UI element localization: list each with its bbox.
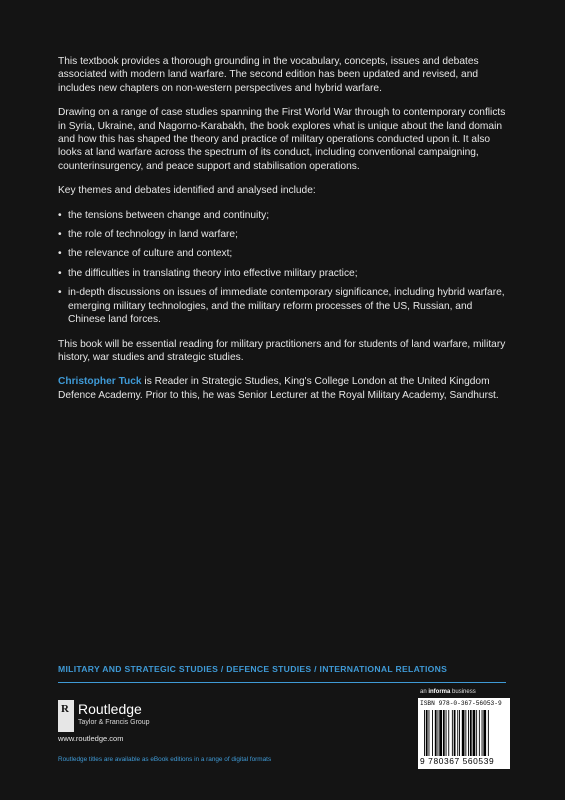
list-item: • in-depth discussions on issues of immediate contemporary significance, including hybrid warfare, emerging military technologies, and the military reform processes of the US, Russian, and Chinese land forces. xyxy=(58,287,505,326)
author-bio xyxy=(58,375,506,402)
barcode-bar xyxy=(473,710,476,756)
barcode-bar xyxy=(479,710,480,756)
barcode-bar xyxy=(435,710,437,756)
barcode-bar xyxy=(448,710,449,756)
barcode-bar xyxy=(454,710,456,756)
barcode-bar xyxy=(438,710,439,756)
barcode-bar xyxy=(424,710,425,756)
informa-business: an informa business xyxy=(420,689,476,695)
bullet-icon: • xyxy=(58,287,62,299)
barcode-bar xyxy=(476,710,477,756)
intro-paragraph: This textbook provides a thorough grounding in the vocabulary, concepts, issues and debates associated with modern land warfare. The second edition has been updated and revised, and includes new chapters on non-western perspectives and hybrid warfare. xyxy=(58,56,479,94)
isbn-label: ISBN 978-0-367-56053-9 xyxy=(420,700,502,707)
subject-categories: MILITARY AND STRATEGIC STUDIES / DEFENCE STUDIES / INTERNATIONAL RELATIONS xyxy=(58,664,448,674)
list-item: • the difficulties in translating theory into effective military practice; xyxy=(58,267,358,279)
barcode-bar xyxy=(446,710,447,756)
ebook-note: Routledge titles are available as eBook editions in a range of digital formats xyxy=(58,756,272,763)
barcode-bar xyxy=(439,710,442,756)
list-item: • the tensions between change and continuity; xyxy=(58,209,270,221)
barcode-bar xyxy=(482,710,483,756)
bullet-icon: • xyxy=(58,267,62,279)
barcode-bars-icon xyxy=(424,710,506,756)
barcode-bar xyxy=(426,710,428,756)
barcode-number: 9 780367 560539 xyxy=(420,756,495,766)
list-item: • the relevance of culture and context; xyxy=(58,248,233,260)
readership-paragraph: This book will be essential reading for military practitioners and for students of land warfare, military history, war studies and strategic studies. xyxy=(58,338,506,363)
barcode-bar xyxy=(468,710,469,756)
themes-intro: Key themes and debates identified and analysed include: xyxy=(58,185,316,197)
barcode-bar xyxy=(457,710,458,756)
barcode-bar xyxy=(429,710,430,756)
barcode-bar xyxy=(432,710,433,756)
author-name: Christopher Tuck xyxy=(58,376,142,388)
bullet-icon: • xyxy=(58,248,62,260)
bullet-icon: • xyxy=(58,209,62,221)
routledge-logo-icon: R xyxy=(58,700,74,732)
barcode-bar xyxy=(443,710,445,756)
barcode-bar xyxy=(470,710,472,756)
themes-list xyxy=(58,209,506,327)
case-studies-paragraph: Drawing on a range of case studies spanning the First World War through to contemporary conflicts in Syria, Ukraine, and Nagorno-Karabakh, the book explores what is unique about the land domain and how this has shaped the theory and practice of military operations conducted upon it. It also looks at land warfare across the spectrum of its conduct, including conventional campaigning, counterinsurgency, and peace support and stabilisation operations. xyxy=(58,107,506,172)
barcode-bar xyxy=(465,710,466,756)
publisher-name: Routledge xyxy=(78,701,142,717)
publisher-group: Taylor & Francis Group xyxy=(78,719,150,726)
bullet-icon: • xyxy=(58,229,62,241)
list-item: • the role of technology in land warfare; xyxy=(58,229,238,241)
barcode-bar xyxy=(459,710,460,756)
divider xyxy=(58,682,506,683)
barcode-bar xyxy=(488,710,489,756)
barcode xyxy=(418,698,510,769)
barcode-bar xyxy=(483,710,486,756)
barcode-bar xyxy=(462,710,465,756)
author-bio-text: is Reader in Strategic Studies, King's College London at the United Kingdom Defence Academy. Prior to this, he was Senior Lecturer at the Royal Military Academy, Sandhurst. xyxy=(58,376,499,401)
description-block xyxy=(58,55,506,413)
publisher-url[interactable]: www.routledge.com xyxy=(58,734,124,743)
barcode-bar xyxy=(452,710,453,756)
